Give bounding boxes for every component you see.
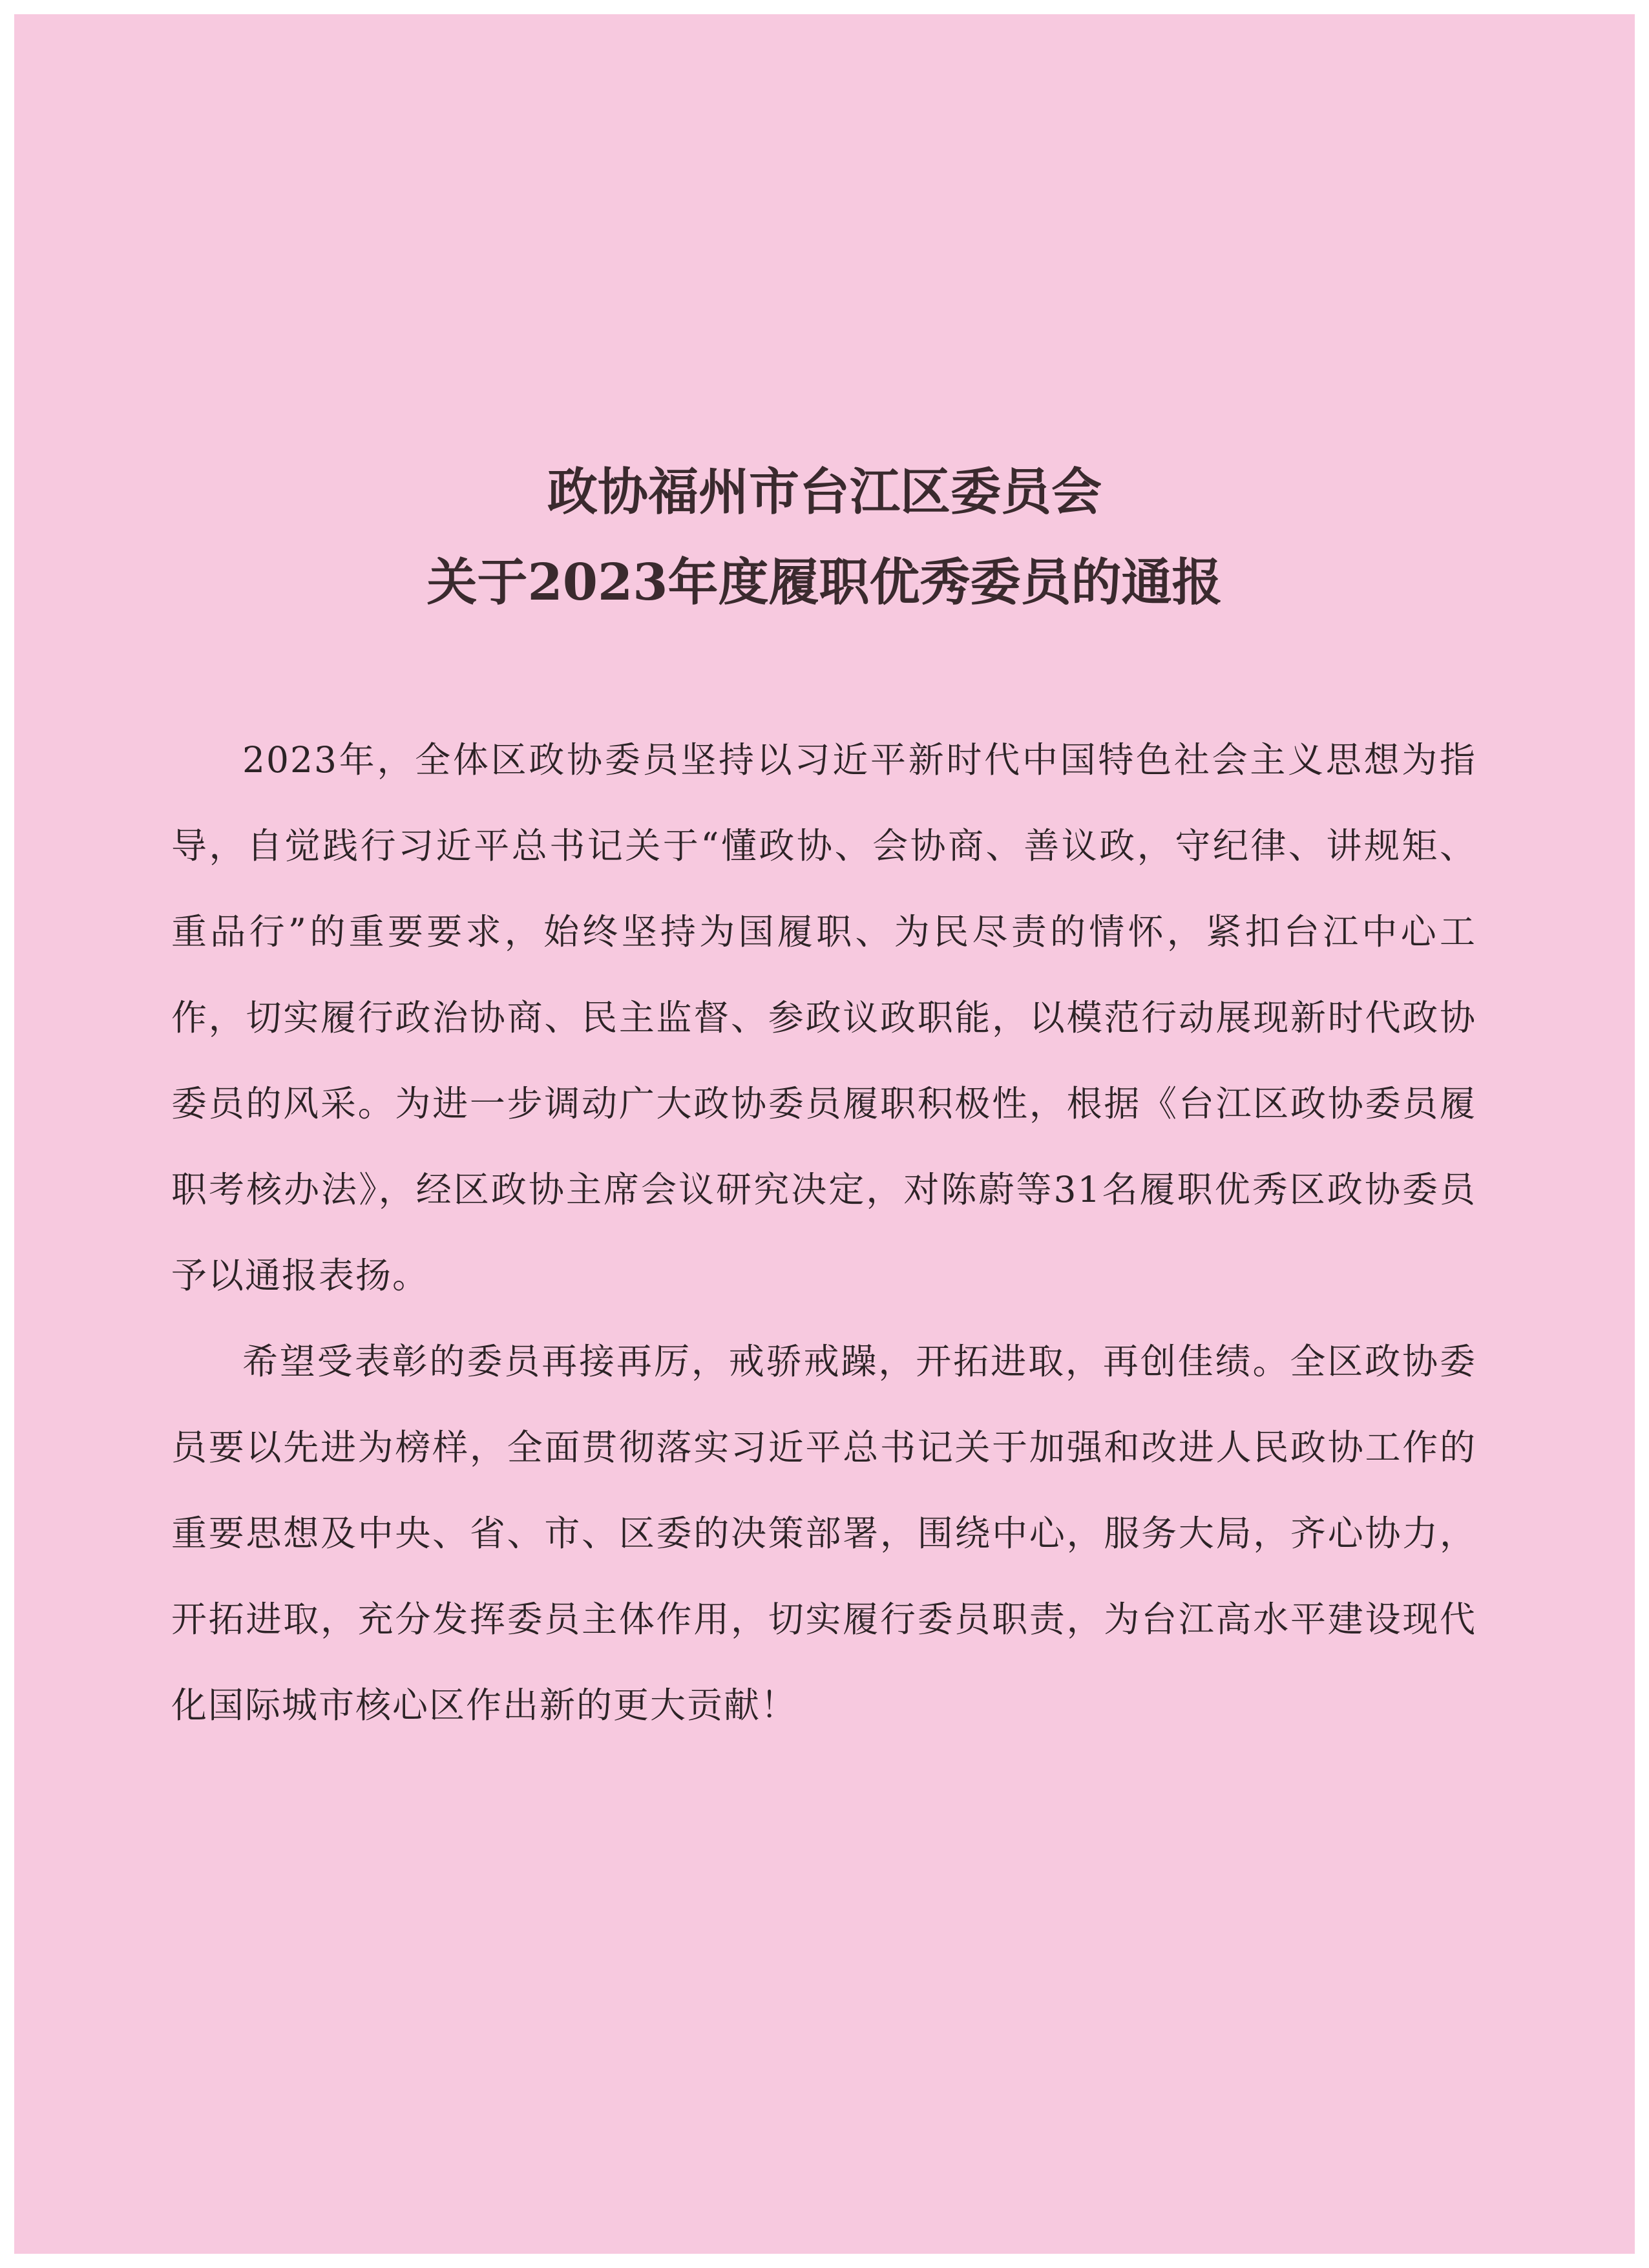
document-body [171, 717, 1476, 1748]
title-line-1: 政协福州市台江区委员会 [547, 463, 1102, 521]
title-line-2: 关于2023年度履职优秀委员的通报 [426, 553, 1223, 612]
body-paragraph-1: 2023年，全体区政协委员坚持以习近平新时代中国特色社会主义思想为指导，自觉践行习近平总书记关于“懂政协、会协商、善议政，守纪律、讲规矩、重品行”的重要要求，始终坚持为国履职、为民尽责的情怀，紧扣台江中心工作，切实履行政治协商、民主监督、参政议政职能，以模范行动展现新时代政协委员的风采。为进一步调动广大政协委员履职积极性，根据《台江区政协委员履职考核办法》，经区政协主席会议研究决定，对陈蔚等31名履职优秀区政协委员予以通报表扬。 [171, 739, 1476, 1296]
body-paragraph-2: 希望受表彰的委员再接再厉，戒骄戒躁，开拓进取，再创佳绩。全区政协委员要以先进为榜样，全面贯彻落实习近平总书记关于加强和改进人民政协工作的重要思想及中央、省、市、区委的决策部署，围绕中心，服务大局，齐心协力，开拓进取，充分发挥委员主体作用，切实履行委员职责，为台江高水平建设现代化国际城市核心区作出新的更大贡献！ [171, 1341, 1476, 1726]
document-title [14, 447, 1635, 628]
document-page [14, 14, 1635, 2254]
